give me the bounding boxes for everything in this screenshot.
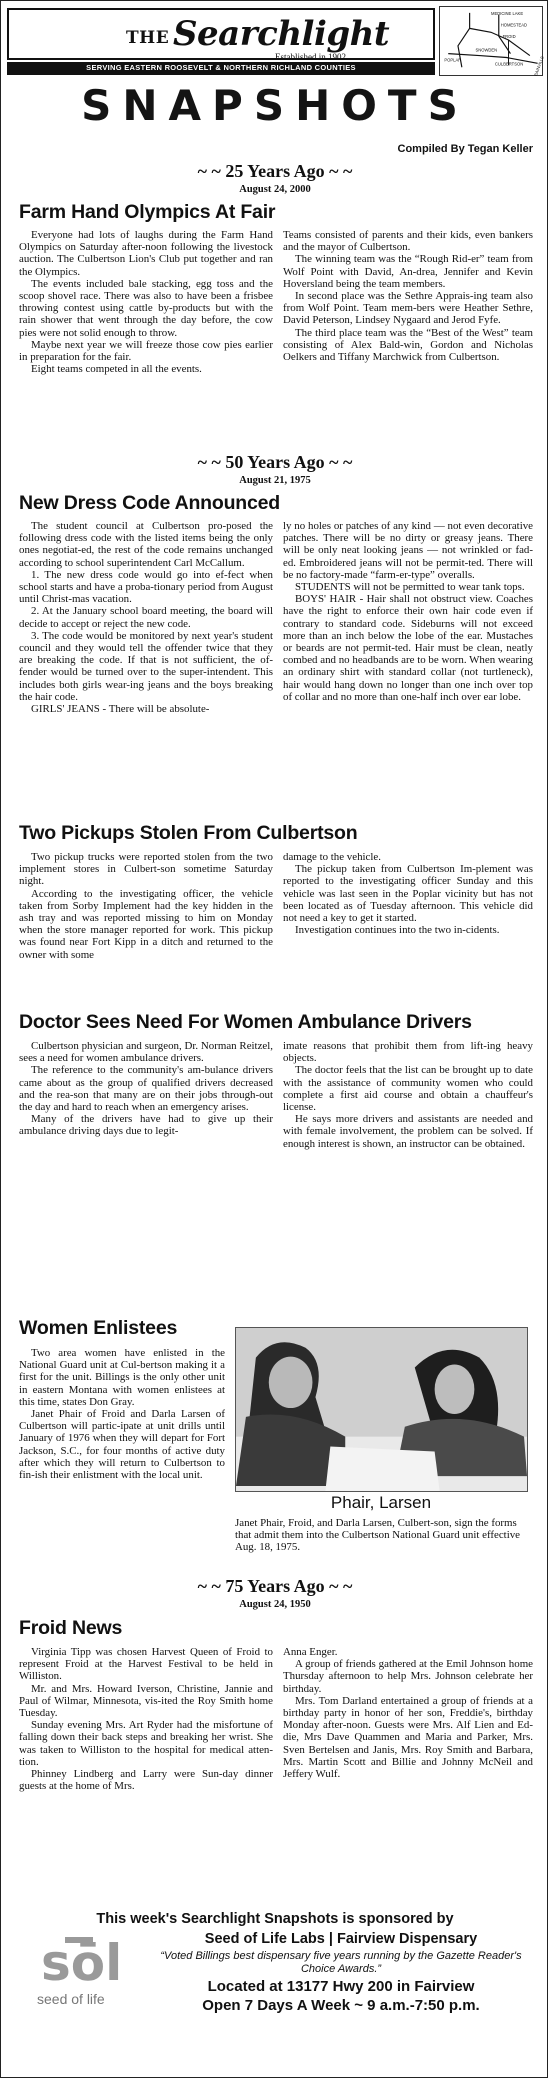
dress-para: 1. The new dress code would go into ef-fect when school starts and have a proba-tionary period from August until Christ-mas vacation.: [19, 568, 273, 606]
pickups-para: According to the investigating officer, the vehicle taken from Sorby Implement had the key hidden in the ash tray and was reported missing to him on Monday when the store manager reported for work. This pickup was found near Fort Kipp in a ditch and returned to the owner with some: [19, 887, 273, 961]
dress-para: 3. The code would be monitored by next year's student council and they would tell the offender twice that they are breaking the code. If that is not sufficient, the of-fender would be turned over to the super-intendent. This includes both girls wear-ing jeans and the boys breaking the hair code.: [19, 629, 273, 703]
sponsor-name: Seed of Life Labs | Fairview Dispensary: [204, 1931, 478, 1947]
map-label-poplar: POPLAR: [444, 57, 462, 63]
enlistees-photo: [235, 1327, 528, 1492]
map-label-homestead: HOMESTEAD: [500, 22, 528, 28]
ambulance-para: Culbertson physician and surgeon, Dr. Norman Reitzel, sees a need for women ambulance drivers.: [19, 1040, 273, 1065]
headline-farm-olympics: Farm Hand Olympics At Fair: [19, 201, 276, 223]
dress-para: The student council at Culbertson pro-posed the following dress code with the listed items being the only ones negotiat-ed, the rest of the code remains unchanged according to school superintendent Carl McCallum.: [19, 520, 273, 569]
masthead-the: THE: [126, 28, 170, 48]
froid-para: Mrs. Tom Darland entertained a group of friends at a birthday party in honor of her son, Freddie's, birthday Monday after-noon. Guests were Mrs. Alf Lien and Ed-die, Mrs Dave Quammen and Maria and Parker, Mrs. Sven Bertelsen and Janis, Mrs. Roy Smith and Barbara, Mrs. Martin Scott and Billie and Johnny McNeil and Jeffery Wulf.: [283, 1694, 533, 1781]
sponsor-quote: “Voted Billings best dispensary five years running by the Gazette Reader's Choice Awards.”: [160, 1950, 522, 1975]
era-heading-25: ~ ~ 25 Years Ago ~ ~: [197, 161, 353, 181]
farm-para: Maybe next year we will freeze those cow pies earlier in preparation for the fair.: [19, 338, 273, 364]
era-date-50: August 21, 1975: [239, 475, 311, 486]
logo-word: sōl: [41, 1934, 123, 1992]
headline-dress-code: New Dress Code Announced: [19, 492, 281, 514]
farm-para: The winning team was the “Rough Rid-er” team from Wolf Point with David, An-drea, Jennifer and Kevin Hoversland being the team members.: [283, 253, 533, 290]
masthead-established: Established in 1902: [275, 52, 346, 62]
froid-para: Anna Enger.: [283, 1646, 338, 1658]
map-label-culbertson: CULBERTSON: [494, 61, 524, 67]
photo-caption: Janet Phair, Froid, and Darla Larsen, Culbert-son, sign the forms that admit them into the Culbertson National Guard unit effective Aug. 18, 1975.: [235, 1517, 521, 1554]
ambulance-para: The doctor feels that the list can be brought up to date with the assistance of community women who could complete a first aid course and obtain a chauffeur's license.: [283, 1064, 533, 1114]
pickups-col-right: [283, 851, 533, 936]
dress-para: ly no holes or patches of any kind — not even decorative patches. There will be no dirty or greasy jeans. There will be only neat looking jeans — not wrinkled or fad-ed. Embroidered jeans will not be permit-ted. There will be no factory-made “farm-er-type” overalls.: [283, 520, 533, 581]
farm-col-left: [19, 229, 273, 375]
froid-para: Virginia Tipp was chosen Harvest Queen of Froid to represent Froid at the Harvest Festival to be held in Williston.: [19, 1646, 273, 1683]
pickups-para: Two pickup trucks were reported stolen from the two implement stores in Culbert-son sometime Saturday night.: [19, 851, 273, 888]
farm-para: Eight teams competed in all the events.: [31, 363, 202, 376]
logo-subtitle: seed of life: [37, 1991, 105, 2007]
map-label-snowden: SNOWDEN: [475, 47, 498, 53]
froid-para: Mr. and Mrs. Howard Iverson, Christine, Jannie and Paul of Wilmar, Minnesota, vis-ited the Roy Smith home Tuesday.: [19, 1682, 273, 1720]
era-heading-75: ~ ~ 75 Years Ago ~ ~: [197, 1576, 353, 1596]
froid-para: A group of friends gathered at the Emil Johnson home Thursday afternoon to help Mrs. Johnson celebrate her birthday.: [283, 1658, 533, 1695]
headline-pickups-stolen: Two Pickups Stolen From Culbertson: [19, 822, 358, 844]
pickups-col-left: [19, 851, 273, 961]
headline-women-enlistees: Women Enlistees: [19, 1317, 178, 1339]
headline-ambulance-drivers: Doctor Sees Need For Women Ambulance Drivers: [19, 1011, 472, 1033]
sponsor-box: [11, 1901, 539, 2073]
farm-para: The third place team was the “Best of the West” team consisting of Alex Bald-win, Gordon and Nicholas Oelkers and Tiffany Marchwick from Culbertson.: [283, 326, 533, 364]
era-heading-50: ~ ~ 50 Years Ago ~ ~: [197, 452, 353, 472]
dress-para: STUDENTS will not be permitted to wear tank tops.: [295, 581, 525, 594]
farm-col-right: [283, 229, 533, 363]
ambulance-para: Many of the drivers have had to give up their ambulance driving days due to legit-: [19, 1113, 273, 1138]
headline-froid-news: Froid News: [19, 1617, 123, 1639]
sponsor-hours: Open 7 Days A Week ~ 9 a.m.-7:50 p.m.: [202, 1997, 480, 2014]
froid-para: Phinney Lindberg and Larry were Sun-day dinner guests at the home of Mrs.: [19, 1768, 273, 1793]
farm-para: Everyone had lots of laughs during the Farm Hand Olympics on Saturday after-noon following the livestock auction. The Culbertson Lion's Club put together and ran the Olympics.: [19, 229, 273, 278]
map-label-medicine-lake: MEDICINE LAKE: [491, 10, 524, 16]
enlistees-col-left: [19, 1347, 225, 1481]
masthead-box: [7, 8, 435, 60]
seed-of-life-logo: [33, 1935, 133, 2015]
masthead-tagline: SERVING EASTERN ROOSEVELT & NORTHERN RICHLAND COUNTIES: [86, 63, 356, 72]
area-map-icon: [439, 6, 543, 76]
froid-col-right: [283, 1646, 533, 1780]
sponsor-title: This week's Searchlight Snapshots is sponsored by: [96, 1911, 454, 1927]
sponsor-location: Located at 13177 Hwy 200 in Fairview: [207, 1978, 475, 1995]
ambulance-col-right: [283, 1040, 533, 1150]
dress-para: BOYS' HAIR - Hair shall not obstruct view. Coaches have the right to enforce their own hair code even if contrary to standard code. Sideburns will not exceed more than an inch below the lobe of the ear. Mustaches or beards are not permit-ted. Hair must be clean, neatly combed and no headbands are to be worn. When wearing an ordinary shirt with standard collar (not turtleneck), hair would hang down no longer than one inch over top of collar and no more than one-half inch over ear lobe.: [283, 593, 533, 703]
enlistees-para: Janet Phair of Froid and Darla Larsen of Culbertson will partic-ipate at unit drills until January of 1976 when they will depart for Fort Jackson, S.C., for four months of active duty after which they will return to Culbertson to fin-ish their enlistment with the local unit.: [19, 1408, 225, 1482]
ambulance-para: He says more drivers and assistants are needed and with female involvement, the problem can be solved. If enough interest is shown, an instructor can be obtained.: [283, 1113, 533, 1150]
farm-para: Teams consisted of parents and their kids, even bankers and the mayor of Culbertson.: [283, 229, 533, 254]
farm-para: In second place was the Sethre Apprais-ing team also from Wolf Point. Team mem-bers were Heather Sethre, David Peterson, Lindsey Nygaard and Jerod Fyfe.: [283, 290, 533, 327]
compiled-by: Compiled By Tegan Keller: [397, 143, 533, 155]
dress-para: 2. At the January school board meeting, the board will decide to accept or reject the new code.: [19, 605, 273, 630]
ambulance-para: The reference to the community's am-bulance drivers came about as the group of qualified drivers decreased and the rea-son that many are on their jobs through-out the day and hard to reach when an emergency arises.: [19, 1064, 273, 1114]
era-date-25: August 24, 2000: [239, 184, 311, 195]
masthead: [7, 6, 543, 76]
map-label-froid: FROID: [502, 34, 516, 40]
farm-para: The events included bale stacking, egg toss and the scoop shovel race. There was also to have been a frisbee throwing contest using cattle by-products but with the rain shower that went through the day before, the cow pies were not solid enough to throw.: [19, 277, 273, 339]
ambulance-col-left: [19, 1040, 273, 1138]
pickups-para: Investigation continues into the two in-cidents.: [295, 924, 500, 937]
enlistees-para: Two area women have enlisted in the National Guard unit at Cul-bertson making it a first for the unit. Billings is the only other unit in eastern Montana with women enlistees at this time, states Don Gray.: [19, 1347, 225, 1408]
photo-caption-name: Phair, Larsen: [330, 1493, 432, 1512]
froid-col-left: [19, 1646, 273, 1792]
snapshots-banner: SNAPSHOTS: [81, 81, 469, 130]
dress-col-left: [19, 520, 273, 715]
masthead-title: Searchlight: [173, 14, 390, 54]
pickups-para: damage to the vehicle.: [283, 851, 381, 863]
froid-para: Sunday evening Mrs. Art Ryder had the misfortune of falling down their back steps and breaking her wrist. She was taken to Williston to the hospital for medical atten-tion.: [19, 1719, 273, 1768]
pickups-para: The pickup taken from Culbertson Im-plement was reported to the investigating officer Sunday and this vehicle was last seen in the Poplar vicinity but has not been located as of Tuesday afternoon. This vehicle did not need a key to get it started.: [283, 863, 533, 925]
dress-para: GIRLS' JEANS - There will be absolute-: [31, 703, 210, 716]
ambulance-para: imate reasons that prohibit them from lift-ing heavy objects.: [283, 1040, 533, 1065]
era-date-75: August 24, 1950: [239, 1599, 311, 1610]
dress-col-right: [283, 520, 533, 703]
map-label-bainville: BAINVILLE: [533, 55, 545, 77]
